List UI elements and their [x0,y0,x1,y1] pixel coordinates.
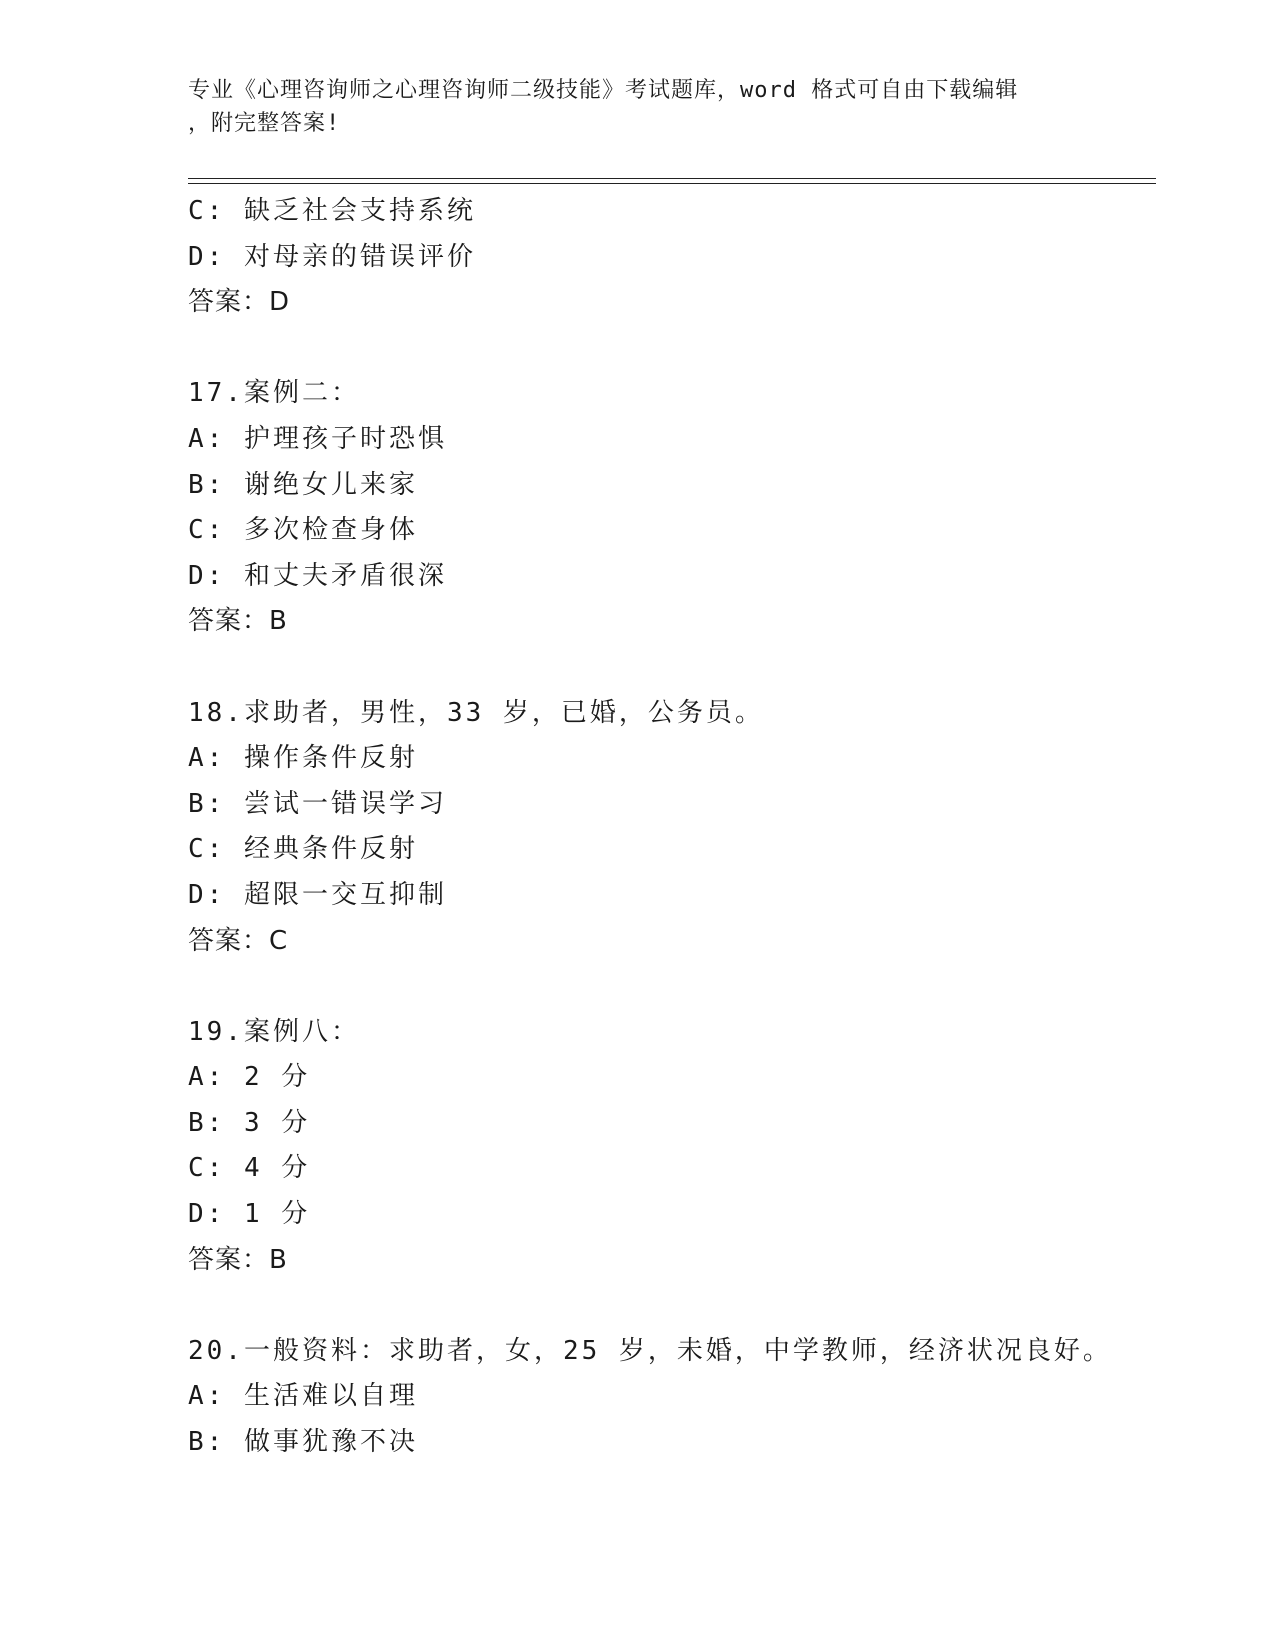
option-d: D: 对母亲的错误评价 [188,241,476,272]
question-block [188,1010,1156,1284]
answer: 答案：C [188,925,289,956]
header-line-1: 专业《心理咨询师之心理咨询师二级技能》考试题库，word 格式可自由下载编辑 [188,78,1019,103]
header-rule-top [188,178,1156,179]
question-stem: 18.求助者，男性，33 岁，已婚，公务员。 [188,697,764,728]
spacer [188,645,1156,691]
header-line-2: ，附完整答案! [188,111,341,136]
option-b: B: 谢绝女儿来家 [188,469,418,500]
option-d: D: 1 分 [188,1199,311,1230]
option-c: C: 缺乏社会支持系统 [188,196,476,226]
answer: 答案：B [188,1244,288,1275]
option-b: B: 尝试一错误学习 [188,788,447,819]
answer: 答案：D [188,287,291,318]
question-block [188,189,1156,326]
question-block [188,371,1156,645]
question-list [188,189,1156,1466]
option-a: A: 生活难以自理 [188,1381,418,1412]
option-a: A: 护理孩子时恐惧 [188,423,447,454]
question-block [188,691,1156,965]
option-a: A: 2 分 [188,1062,311,1093]
option-b: B: 3 分 [188,1107,311,1138]
option-d: D: 超限一交互抑制 [188,879,447,910]
header-rule-bottom [188,183,1156,184]
question-stem: 17.案例二： [188,378,360,409]
option-c: C: 4 分 [188,1153,311,1184]
option-c: C: 多次检查身体 [188,515,418,546]
option-a: A: 操作条件反射 [188,743,418,774]
answer: 答案：B [188,606,288,637]
spacer [188,1283,1156,1329]
option-d: D: 和丈夫矛盾很深 [188,560,447,591]
spacer [188,326,1156,372]
document-header [188,74,1088,140]
option-c: C: 经典条件反射 [188,834,418,865]
question-block [188,1329,1156,1466]
question-stem: 19.案例八： [188,1016,360,1047]
option-b: B: 做事犹豫不决 [188,1427,418,1458]
spacer [188,964,1156,1010]
question-stem: 20.一般资料：求助者，女，25 岁，未婚，中学教师，经济状况良好。 [188,1335,1112,1366]
